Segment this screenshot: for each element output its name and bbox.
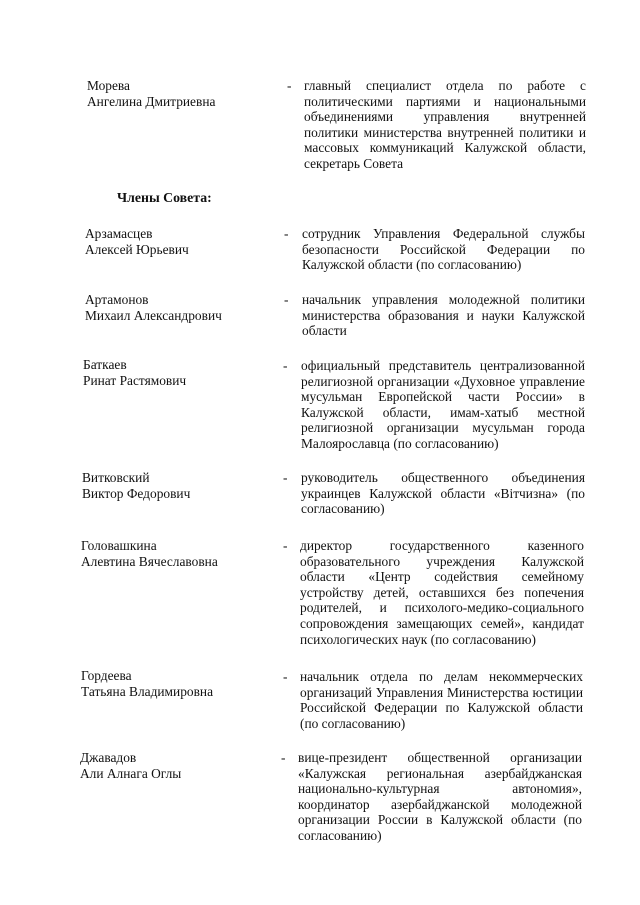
dash: -	[283, 538, 288, 553]
section-heading: Члены Совета:	[117, 190, 212, 205]
person-description: сотрудник Управления Федеральной службы безопасности Российской Федерации по Калужской области (по согласованию)	[302, 226, 585, 273]
person-name: Джавадов Али Алнага Оглы	[80, 750, 182, 781]
dash: -	[283, 470, 288, 485]
person-name: Гордеева Татьяна Владимировна	[81, 668, 214, 699]
person-description: начальник управления молодежной политики министерства образования и науки Калужской области	[302, 292, 585, 339]
person-name: Баткаев Ринат Растямович	[83, 357, 187, 388]
person-description: начальник отдела по делам некоммерческих организаций Управления Министерства юстиции Российской Федерации по Калужской области (по согласованию)	[300, 669, 583, 731]
person-name: Морева Ангелина Дмитриевна	[87, 78, 216, 109]
person-description: главный специалист отдела по работе с политическими партиями и национальными объединениями управления внутренней политики министерства внутренней политики и массовых коммуникаций Калужской области, секретарь Совета	[304, 78, 586, 171]
person-name: Головашкина Алевтина Вячеславовна	[81, 538, 218, 569]
person-name: Артамонов Михаил Александрович	[85, 292, 222, 323]
dash: -	[284, 292, 289, 307]
person-description: вице-президент общественной организации «Калужская региональная азербайджанская национально-культурная автономия», координатор азербайджанской молодежной организации России в Калужской области (по согласованию)	[298, 750, 582, 843]
person-description: официальный представитель централизованной религиозной организации «Духовное управление мусульман Европейской части России» в Калужской области, имам-хатыб местной религиозной организации мусульман города Малоярославца (по согласованию)	[301, 358, 585, 451]
dash: -	[283, 669, 288, 684]
person-name: Арзамасцев Алексей Юрьевич	[85, 226, 189, 257]
dash: -	[287, 78, 292, 93]
dash: -	[281, 750, 286, 765]
person-description: руководитель общественного объединения украинцев Калужской области «Вітчизна» (по согласованию)	[301, 470, 585, 517]
person-name: Витковский Виктор Федорович	[82, 470, 191, 501]
dash: -	[284, 226, 289, 241]
person-description: директор государственного казенного образовательного учреждения Калужской области «Центр содействия семейному устройству детей, оставшихся без попечения родителей, и психолого-медико-социального сопровождения замещающих семей», кандидат психологических наук (по согласованию)	[300, 538, 584, 647]
dash: -	[283, 358, 288, 373]
